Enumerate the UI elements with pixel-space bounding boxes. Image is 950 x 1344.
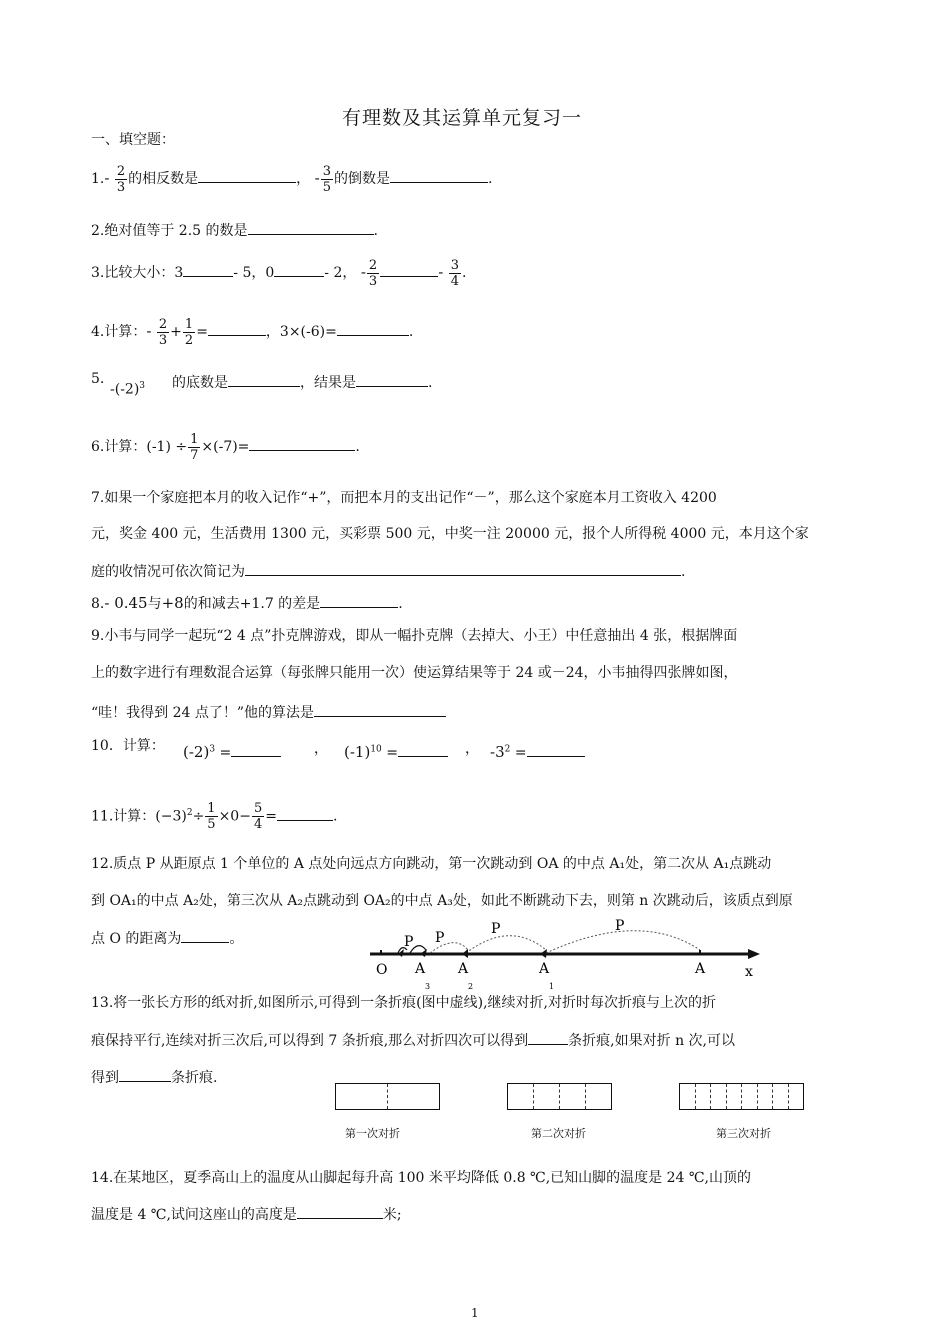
question-12-line-3: 点 O 的距离为 。 xyxy=(91,927,243,948)
question-14-line-2: 温度是 4 ℃,试问这座山的高度是 米; xyxy=(91,1203,402,1224)
question-5-text: 的底数是 ，结果是 . xyxy=(172,371,432,392)
crease-line xyxy=(772,1084,773,1109)
question-5: 5. xyxy=(91,371,105,387)
answer-blank[interactable] xyxy=(228,371,300,387)
label-a3: A xyxy=(415,961,426,977)
question-10-lead: 10．计算： xyxy=(91,738,165,754)
answer-blank[interactable] xyxy=(356,371,428,387)
answer-blank[interactable] xyxy=(198,167,296,183)
question-12-line-1: 12.质点 P 从距原点 1 个单位的 A 点处向远点方向跳动，第一次跳动到 OA 的中点 A₁处，第二次从 A₁点跳动 xyxy=(91,856,772,872)
answer-blank[interactable] xyxy=(183,261,233,277)
answer-blank[interactable] xyxy=(181,927,229,943)
jump-arc-4 xyxy=(466,936,546,953)
label-sub-1: 1 xyxy=(549,982,555,991)
question-12-line-2: 到 OA₁的中点 A₂处，第三次从 A₂点跳动到 OA₂的中点 A₃处，如此不断跳动下去，则第 n 次跳动后，该质点到原 xyxy=(91,893,793,909)
fold-paper-2 xyxy=(507,1083,612,1110)
label-origin: O xyxy=(376,962,388,978)
label-p: P xyxy=(435,930,445,946)
answer-blank[interactable] xyxy=(208,320,266,336)
question-4: 4.计算：- $\frac{2}{3}$ + $\frac{1}{2}$ = ，3×(-6)= . xyxy=(91,316,414,348)
answer-blank[interactable] xyxy=(380,261,438,277)
answer-blank[interactable] xyxy=(314,701,446,717)
crease-line xyxy=(757,1084,758,1109)
question-6: 6.计算：(-1) ÷ $\frac{1}{7}$ ×(-7)= . xyxy=(91,431,360,463)
label-a: A xyxy=(695,961,706,977)
crease-line xyxy=(585,1084,586,1109)
crease-line xyxy=(741,1084,742,1109)
question-7-line-1: 7.如果一个家庭把本月的收入记作“+”，而把本月的支出记作“－”，那么这个家庭本月工资收入 4200 xyxy=(91,490,717,506)
crease-line xyxy=(559,1084,560,1109)
question-9-line-3: “哇！我得到 24 点了！”他的算法是 xyxy=(91,701,446,722)
label-p: P xyxy=(615,918,625,934)
answer-blank[interactable] xyxy=(337,320,409,336)
label-p: P xyxy=(491,921,501,937)
caption-fold-1: 第一次对折 xyxy=(345,1127,400,1140)
section-heading: 一、填空题： xyxy=(91,132,175,148)
answer-blank[interactable] xyxy=(528,1029,568,1045)
question-5-expr: $-(-2)^3$ xyxy=(110,381,146,398)
label-x-axis: x xyxy=(745,964,753,980)
crease-line xyxy=(695,1084,696,1109)
answer-blank[interactable] xyxy=(320,592,398,608)
page-title: 有理数及其运算单元复习一 xyxy=(342,107,583,129)
separator: ， xyxy=(465,741,479,757)
label-sub-3: 3 xyxy=(425,982,431,991)
question-13-line-2: 痕保持平行,连续对折三次后,可以得到 7 条折痕,那么对折四次可以得到 条折痕,如果对折 n 次,可以 xyxy=(91,1029,735,1050)
question-10-expr-3: $-3^2$ = xyxy=(490,741,585,761)
fraction-3-5: $\frac{3}{5}$ xyxy=(322,163,331,195)
question-7-line-2: 元，奖金 400 元，生活费用 1300 元，买彩票 500 元，中奖一注 20000 元，报个人所得税 4000 元，本月这个家 xyxy=(91,526,809,542)
arrow-head-icon xyxy=(540,949,547,958)
fraction-2-3: $\frac{2}{3}$ xyxy=(116,163,126,195)
crease-line xyxy=(533,1084,534,1109)
answer-blank[interactable] xyxy=(274,261,324,277)
question-9-line-1: 9.小韦与同学一起玩“2 4 点”扑克牌游戏，即从一幅扑克牌（去掉大、小王）中任意抽出 4 张，根据牌面 xyxy=(91,628,738,644)
question-10-expr-2: $(-1)^{10}$ = xyxy=(344,741,448,761)
label-p: P xyxy=(404,934,414,950)
caption-fold-3: 第三次对折 xyxy=(716,1127,771,1140)
caption-fold-2: 第二次对折 xyxy=(531,1127,586,1140)
arrow-head-icon xyxy=(462,949,468,958)
answer-blank[interactable] xyxy=(249,435,355,451)
question-7-line-3: 庭的收情况可依次简记为 . xyxy=(91,560,685,581)
question-13-line-1: 13.将一张长方形的纸对折,如图所示,可得到一条折痕(图中虚线),继续对折,对折时每次折痕与上次的折 xyxy=(91,995,716,1011)
jump-arc-5 xyxy=(546,931,700,953)
axis-arrow-icon xyxy=(748,949,760,959)
answer-blank[interactable] xyxy=(119,1066,171,1082)
label-a1: A xyxy=(539,961,550,977)
fold-paper-3 xyxy=(679,1083,804,1110)
answer-blank[interactable] xyxy=(245,560,681,576)
crease-line xyxy=(387,1084,388,1109)
answer-blank[interactable] xyxy=(527,741,585,757)
label-a2: A xyxy=(458,961,469,977)
answer-blank[interactable] xyxy=(390,167,488,183)
number-line-diagram xyxy=(360,912,770,992)
label-sub-2: 2 xyxy=(468,982,474,991)
question-8: 8.- 0.45与+8的和减去+1.7 的差是 . xyxy=(91,594,403,612)
fold-paper-1 xyxy=(335,1083,440,1110)
crease-line xyxy=(726,1084,727,1109)
answer-blank[interactable] xyxy=(248,219,374,235)
crease-line xyxy=(710,1084,711,1109)
crease-line xyxy=(788,1084,789,1109)
question-13-line-3: 得到 条折痕. xyxy=(91,1066,217,1087)
page-number: 1 xyxy=(471,1306,479,1320)
question-14-line-1: 14.在某地区，夏季高山上的温度从山脚起每升高 100 米平均降低 0.8 ℃,已知山脚的温度是 24 ℃,山顶的 xyxy=(91,1170,751,1186)
answer-blank[interactable] xyxy=(231,741,281,757)
question-11: 11.计算：$(-3)^2\div$ $\frac{1}{5}$ ×0− $\frac{5}{4}$ = . xyxy=(91,801,338,833)
question-2: 2.绝对值等于 2.5 的数是 . xyxy=(91,219,378,240)
answer-blank[interactable] xyxy=(297,1203,383,1219)
separator: ， xyxy=(314,741,328,757)
question-9-line-2: 上的数字进行有理数混合运算（每张牌只能用一次）使运算结果等于 24 或－24，小韦抽得四张牌如图， xyxy=(91,665,738,681)
question-10-expr-1: $(-2)^3$ = xyxy=(183,741,281,761)
answer-blank[interactable] xyxy=(277,805,333,821)
question-3: 3.比较大小：3 - 5，0 - 2， - $\frac{2}{3}$ - $\frac{3}{4}$ . xyxy=(91,257,467,289)
question-1: 1.- $\frac{2}{3}$ 的相反数是 ， - $\frac{3}{5}$ 的倒数是 . xyxy=(91,163,493,195)
answer-blank[interactable] xyxy=(398,741,448,757)
